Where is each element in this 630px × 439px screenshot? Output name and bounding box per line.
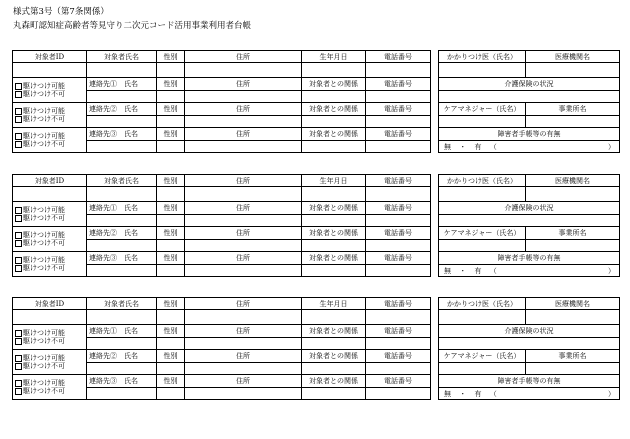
rush-ok-label: 駆けつけ可能	[23, 132, 65, 140]
doctor-entry-row	[439, 63, 620, 78]
contact-label-row	[13, 325, 431, 338]
relationship-label: 対象者との関係	[302, 375, 366, 388]
contact-address-field[interactable]	[185, 265, 302, 277]
contact-address-label: 住所	[185, 350, 302, 363]
checkbox-icon[interactable]	[15, 207, 22, 214]
contact-address-field[interactable]	[185, 91, 302, 103]
rush-availability[interactable]	[13, 78, 87, 103]
user-id-label: 対象者ID	[13, 51, 87, 63]
handbook-row	[439, 252, 620, 265]
relationship-field[interactable]	[302, 116, 366, 128]
user-name-label: 対象者氏名	[87, 298, 157, 310]
sex-field[interactable]	[157, 187, 185, 202]
contact-label-row	[13, 78, 431, 91]
care-status-entry-row	[439, 91, 620, 103]
checkbox-icon[interactable]	[15, 240, 22, 247]
checkbox-icon[interactable]	[15, 141, 22, 148]
care-manager-field[interactable]	[439, 363, 526, 375]
doctor-header-row	[439, 175, 620, 187]
relationship-label: 対象者との関係	[302, 325, 366, 338]
relationship-label: 対象者との関係	[302, 103, 366, 116]
user-entry-row	[13, 63, 431, 78]
care-status-field[interactable]	[439, 215, 620, 227]
contact-phone-label: 電話番号	[366, 252, 431, 265]
contact-address-label: 住所	[185, 375, 302, 388]
rush-ng-label: 駆けつけ不可	[23, 387, 65, 395]
care-status-entry-row	[439, 338, 620, 350]
checkbox-icon[interactable]	[15, 91, 22, 98]
contact-phone-field[interactable]	[366, 388, 431, 400]
contact-phone-label: 電話番号	[366, 227, 431, 240]
phone-field[interactable]	[366, 63, 431, 78]
care-manager-entry-row	[439, 240, 620, 252]
user-header-row	[13, 298, 431, 310]
checkbox-icon[interactable]	[15, 330, 22, 337]
phone-label: 電話番号	[366, 298, 431, 310]
care-status-field[interactable]	[439, 338, 620, 350]
user-record	[0, 174, 630, 289]
care-manager-entry-row	[439, 363, 620, 375]
contact-address-field[interactable]	[185, 116, 302, 128]
contact-address-label: 住所	[185, 103, 302, 116]
birthdate-label: 生年月日	[302, 51, 366, 63]
contact-phone-label: 電話番号	[366, 350, 431, 363]
address-field[interactable]	[185, 63, 302, 78]
user-id-label: 対象者ID	[13, 175, 87, 187]
user-name-label: 対象者氏名	[87, 175, 157, 187]
contact-sex-label: 性別	[157, 350, 185, 363]
address-label: 住所	[185, 298, 302, 310]
sex-label: 性別	[157, 51, 185, 63]
contact-label-row	[13, 375, 431, 388]
care-manager-row	[439, 227, 620, 240]
checkbox-icon[interactable]	[15, 388, 22, 395]
contact-label-row	[13, 202, 431, 215]
care-status-entry-row	[439, 215, 620, 227]
care-info-table	[438, 50, 620, 153]
relationship-field[interactable]	[302, 141, 366, 153]
handbook-yes[interactable]: 有	[474, 389, 482, 398]
care-status-label: 介護保険の状況	[439, 325, 620, 338]
institution-field[interactable]	[526, 187, 620, 202]
contact-sex-label: 性別	[157, 78, 185, 91]
contact-sex-field[interactable]	[157, 240, 185, 252]
care-status-row	[439, 202, 620, 215]
checkbox-icon[interactable]	[15, 232, 22, 239]
checkbox-icon[interactable]	[15, 83, 22, 90]
care-status-label: 介護保険の状況	[439, 78, 620, 91]
handbook-choice[interactable]	[439, 141, 620, 153]
rush-ng-label: 駆けつけ不可	[23, 264, 65, 272]
relationship-label: 対象者との関係	[302, 252, 366, 265]
rush-availability[interactable]	[13, 227, 87, 252]
contact-address-label: 住所	[185, 252, 302, 265]
institution-field[interactable]	[526, 310, 620, 325]
user-header-row	[13, 175, 431, 187]
contact-sex-field[interactable]	[157, 265, 185, 277]
doctor-field[interactable]	[439, 63, 526, 78]
relationship-field[interactable]	[302, 388, 366, 400]
rush-ng-label: 駆けつけ不可	[23, 239, 65, 247]
checkbox-icon[interactable]	[15, 380, 22, 387]
checkbox-icon[interactable]	[15, 108, 22, 115]
user-record	[0, 297, 630, 412]
rush-availability[interactable]	[13, 350, 87, 375]
contact-address-label: 住所	[185, 325, 302, 338]
rush-availability[interactable]	[13, 375, 87, 400]
care-manager-field[interactable]	[439, 240, 526, 252]
contact-phone-field[interactable]	[366, 116, 431, 128]
contact-name-field[interactable]	[87, 91, 157, 103]
handbook-yes[interactable]: 有	[474, 266, 482, 275]
doctor-entry-row	[439, 187, 620, 202]
user-name-field[interactable]	[87, 187, 157, 202]
address-field[interactable]	[185, 310, 302, 325]
care-status-field[interactable]	[439, 91, 620, 103]
contact-label-row	[13, 350, 431, 363]
care-manager-label: ケアマネジャー（氏名）	[439, 350, 526, 363]
birthdate-field[interactable]	[302, 63, 366, 78]
care-status-label: 介護保険の状況	[439, 202, 620, 215]
rush-ok-label: 駆けつけ可能	[23, 231, 65, 239]
birthdate-field[interactable]	[302, 310, 366, 325]
user-table	[12, 174, 431, 277]
contact-label-row	[13, 227, 431, 240]
contact-sex-label: 性別	[157, 325, 185, 338]
handbook-paren-close: ）	[608, 389, 615, 398]
institution-label: 医療機関名	[526, 51, 620, 63]
address-label: 住所	[185, 175, 302, 187]
contact-phone-label: 電話番号	[366, 325, 431, 338]
care-info-table	[438, 297, 620, 400]
rush-ok-label: 駆けつけ可能	[23, 379, 65, 387]
care-manager-field[interactable]	[439, 116, 526, 128]
handbook-label: 障害者手帳等の有無	[439, 252, 620, 265]
birthdate-label: 生年月日	[302, 298, 366, 310]
contact-phone-field[interactable]	[366, 338, 431, 350]
care-status-row	[439, 325, 620, 338]
rush-ng-label: 駆けつけ不可	[23, 90, 65, 98]
contact-name-field[interactable]	[87, 338, 157, 350]
contact-phone-field[interactable]	[366, 363, 431, 375]
handbook-yes[interactable]: 有	[474, 142, 482, 151]
contact-name-field[interactable]	[87, 116, 157, 128]
handbook-choice[interactable]	[439, 388, 620, 400]
handbook-paren-open: （	[489, 142, 497, 151]
handbook-entry-row	[439, 141, 620, 153]
relationship-label: 対象者との関係	[302, 202, 366, 215]
handbook-dot: ・	[459, 266, 467, 275]
rush-ok-label: 駆けつけ可能	[23, 329, 65, 337]
care-info-table	[438, 174, 620, 277]
rush-ok-label: 駆けつけ可能	[23, 256, 65, 264]
user-header-row	[13, 51, 431, 63]
rush-ok-label: 駆けつけ可能	[23, 354, 65, 362]
doctor-field[interactable]	[439, 310, 526, 325]
doctor-label: かかりつけ医（氏名）	[439, 298, 526, 310]
care-manager-label: ケアマネジャー（氏名）	[439, 103, 526, 116]
handbook-row	[439, 128, 620, 141]
checkbox-icon[interactable]	[15, 265, 22, 272]
doctor-field[interactable]	[439, 187, 526, 202]
contact-sex-label: 性別	[157, 128, 185, 141]
care-manager-row	[439, 350, 620, 363]
contact-sex-label: 性別	[157, 375, 185, 388]
address-label: 住所	[185, 51, 302, 63]
contact-name-label: 連絡先② 氏名	[87, 227, 157, 240]
doctor-entry-row	[439, 310, 620, 325]
handbook-entry-row	[439, 265, 620, 277]
contact-address-label: 住所	[185, 202, 302, 215]
contact-address-field[interactable]	[185, 240, 302, 252]
user-name-field[interactable]	[87, 63, 157, 78]
contact-sex-field[interactable]	[157, 215, 185, 227]
office-field[interactable]	[526, 116, 620, 128]
contact-sex-field[interactable]	[157, 338, 185, 350]
sex-field[interactable]	[157, 63, 185, 78]
contact-label-row	[13, 103, 431, 116]
handbook-paren-open: （	[489, 266, 497, 275]
doctor-header-row	[439, 51, 620, 63]
contact-name-label: 連絡先③ 氏名	[87, 252, 157, 265]
institution-field[interactable]	[526, 63, 620, 78]
office-label: 事業所名	[526, 103, 620, 116]
contact-sex-label: 性別	[157, 103, 185, 116]
office-label: 事業所名	[526, 350, 620, 363]
checkbox-icon[interactable]	[15, 215, 22, 222]
handbook-entry-row	[439, 388, 620, 400]
contact-name-label: 連絡先② 氏名	[87, 103, 157, 116]
phone-label: 電話番号	[366, 175, 431, 187]
relationship-field[interactable]	[302, 338, 366, 350]
contact-phone-field[interactable]	[366, 240, 431, 252]
checkbox-icon[interactable]	[15, 257, 22, 264]
care-manager-label: ケアマネジャー（氏名）	[439, 227, 526, 240]
doctor-label: かかりつけ医（氏名）	[439, 175, 526, 187]
user-id-label: 対象者ID	[13, 298, 87, 310]
birthdate-label: 生年月日	[302, 175, 366, 187]
rush-availability[interactable]	[13, 252, 87, 277]
birthdate-field[interactable]	[302, 187, 366, 202]
handbook-label: 障害者手帳等の有無	[439, 375, 620, 388]
doctor-header-row	[439, 298, 620, 310]
contact-sex-label: 性別	[157, 227, 185, 240]
sex-label: 性別	[157, 175, 185, 187]
contact-sex-field[interactable]	[157, 141, 185, 153]
contact-phone-label: 電話番号	[366, 78, 431, 91]
contact-address-label: 住所	[185, 78, 302, 91]
user-name-field[interactable]	[87, 310, 157, 325]
contact-name-label: 連絡先② 氏名	[87, 350, 157, 363]
page-title: 丸森町認知症高齢者等見守り二次元コード活用事業利用者台帳	[13, 21, 252, 31]
contact-name-field[interactable]	[87, 388, 157, 400]
office-field[interactable]	[526, 363, 620, 375]
phone-label: 電話番号	[366, 51, 431, 63]
user-entry-row	[13, 187, 431, 202]
contact-phone-field[interactable]	[366, 141, 431, 153]
handbook-paren-close: ）	[608, 266, 615, 275]
contact-phone-field[interactable]	[366, 91, 431, 103]
contact-address-field[interactable]	[185, 141, 302, 153]
phone-field[interactable]	[366, 187, 431, 202]
user-table	[12, 297, 431, 400]
contact-phone-field[interactable]	[366, 265, 431, 277]
user-table	[12, 50, 431, 153]
checkbox-icon[interactable]	[15, 116, 22, 123]
user-entry-row	[13, 310, 431, 325]
contact-label-row	[13, 128, 431, 141]
rush-ng-label: 駆けつけ不可	[23, 140, 65, 148]
checkbox-icon[interactable]	[15, 133, 22, 140]
contact-sex-field[interactable]	[157, 363, 185, 375]
contact-address-field[interactable]	[185, 215, 302, 227]
user-record	[0, 50, 630, 165]
form-number: 様式第3号（第7条関係）	[13, 7, 109, 17]
rush-ng-label: 駆けつけ不可	[23, 214, 65, 222]
care-status-row	[439, 78, 620, 91]
office-label: 事業所名	[526, 227, 620, 240]
contact-name-field[interactable]	[87, 215, 157, 227]
handbook-dot: ・	[459, 142, 467, 151]
user-name-label: 対象者氏名	[87, 51, 157, 63]
handbook-none[interactable]: 無	[444, 389, 451, 398]
handbook-label: 障害者手帳等の有無	[439, 128, 620, 141]
contact-phone-field[interactable]	[366, 215, 431, 227]
rush-availability[interactable]	[13, 202, 87, 227]
handbook-choice[interactable]	[439, 265, 620, 277]
contact-sex-field[interactable]	[157, 116, 185, 128]
contact-label-row	[13, 252, 431, 265]
relationship-field[interactable]	[302, 215, 366, 227]
sex-field[interactable]	[157, 310, 185, 325]
user-id-field[interactable]	[13, 187, 87, 202]
phone-field[interactable]	[366, 310, 431, 325]
relationship-field[interactable]	[302, 363, 366, 375]
checkbox-icon[interactable]	[15, 338, 22, 345]
contact-address-field[interactable]	[185, 363, 302, 375]
relationship-label: 対象者との関係	[302, 350, 366, 363]
contact-name-field[interactable]	[87, 240, 157, 252]
checkbox-icon[interactable]	[15, 355, 22, 362]
rush-availability[interactable]	[13, 103, 87, 128]
handbook-none[interactable]: 無	[444, 266, 451, 275]
sex-label: 性別	[157, 298, 185, 310]
institution-label: 医療機関名	[526, 298, 620, 310]
rush-ok-label: 駆けつけ可能	[23, 206, 65, 214]
contact-name-label: 連絡先③ 氏名	[87, 128, 157, 141]
contact-address-field[interactable]	[185, 388, 302, 400]
contact-name-field[interactable]	[87, 363, 157, 375]
doctor-label: かかりつけ医（氏名）	[439, 51, 526, 63]
contact-name-label: 連絡先① 氏名	[87, 325, 157, 338]
contact-sex-label: 性別	[157, 252, 185, 265]
relationship-field[interactable]	[302, 240, 366, 252]
care-manager-row	[439, 103, 620, 116]
user-id-field[interactable]	[13, 310, 87, 325]
user-id-field[interactable]	[13, 63, 87, 78]
contact-phone-label: 電話番号	[366, 202, 431, 215]
care-manager-entry-row	[439, 116, 620, 128]
handbook-row	[439, 375, 620, 388]
rush-ok-label: 駆けつけ可能	[23, 82, 65, 90]
contact-sex-field[interactable]	[157, 388, 185, 400]
contact-phone-label: 電話番号	[366, 128, 431, 141]
address-field[interactable]	[185, 187, 302, 202]
relationship-label: 対象者との関係	[302, 128, 366, 141]
handbook-dot: ・	[459, 389, 467, 398]
contact-sex-field[interactable]	[157, 91, 185, 103]
rush-ng-label: 駆けつけ不可	[23, 362, 65, 370]
office-field[interactable]	[526, 240, 620, 252]
rush-ok-label: 駆けつけ可能	[23, 107, 65, 115]
contact-phone-label: 電話番号	[366, 103, 431, 116]
contact-name-field[interactable]	[87, 141, 157, 153]
relationship-field[interactable]	[302, 265, 366, 277]
contact-address-field[interactable]	[185, 338, 302, 350]
contact-sex-label: 性別	[157, 202, 185, 215]
contact-name-label: 連絡先① 氏名	[87, 202, 157, 215]
contact-phone-label: 電話番号	[366, 375, 431, 388]
contact-name-field[interactable]	[87, 265, 157, 277]
rush-availability[interactable]	[13, 128, 87, 153]
institution-label: 医療機関名	[526, 175, 620, 187]
relationship-label: 対象者との関係	[302, 227, 366, 240]
contact-address-label: 住所	[185, 227, 302, 240]
relationship-field[interactable]	[302, 91, 366, 103]
handbook-paren-open: （	[489, 389, 497, 398]
handbook-none[interactable]: 無	[444, 142, 451, 151]
checkbox-icon[interactable]	[15, 363, 22, 370]
contact-address-label: 住所	[185, 128, 302, 141]
handbook-paren-close: ）	[608, 142, 615, 151]
rush-availability[interactable]	[13, 325, 87, 350]
rush-ng-label: 駆けつけ不可	[23, 115, 65, 123]
relationship-label: 対象者との関係	[302, 78, 366, 91]
contact-name-label: 連絡先① 氏名	[87, 78, 157, 91]
contact-name-label: 連絡先③ 氏名	[87, 375, 157, 388]
rush-ng-label: 駆けつけ不可	[23, 337, 65, 345]
